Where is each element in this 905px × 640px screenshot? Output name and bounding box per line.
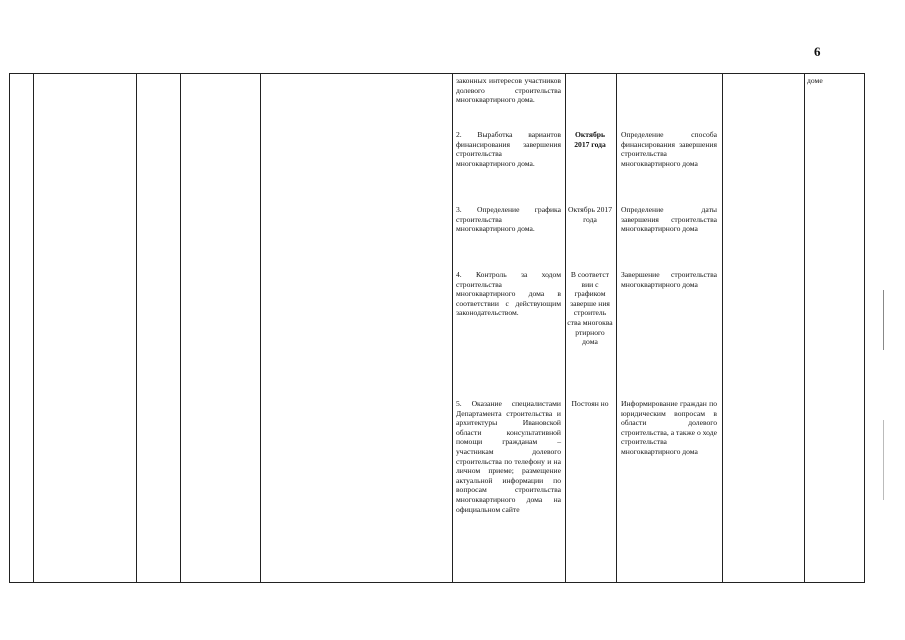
result-cell-2: Определение способа финансирования завершения строительства многоквартирного дома xyxy=(621,130,717,168)
column-divider xyxy=(565,73,566,583)
continuation-text: законных интересов участников долевого строительства многоквартирного дома. xyxy=(456,76,561,105)
result-cell-4: Завершение строительства многоквартирного дома xyxy=(621,270,717,289)
column-divider xyxy=(616,73,617,583)
term-cell-4: В соответст вии с графиком заверше ния строитель ства многоква ртирного дома xyxy=(567,270,613,347)
result-cell-3: Определение даты завершения строительства многоквартирного дома xyxy=(621,205,717,234)
last-column-text: доме xyxy=(807,76,823,85)
scan-mark xyxy=(883,290,884,350)
scan-mark xyxy=(883,420,884,500)
task-cell-3: 3. Определение графика строительства многоквартирного дома. xyxy=(456,205,561,234)
column-divider xyxy=(452,73,453,583)
column-divider xyxy=(33,73,34,583)
table-frame xyxy=(9,73,865,583)
page-number: 6 xyxy=(814,44,821,59)
task-cell-2: 2. Выработка вариантов финансирования завершения строительства многоквартирного дома. xyxy=(456,130,561,168)
column-divider xyxy=(804,73,805,583)
column-divider xyxy=(722,73,723,583)
column-divider xyxy=(136,73,137,583)
column-divider xyxy=(260,73,261,583)
column-divider xyxy=(180,73,181,583)
term-cell-5: Постоян но xyxy=(571,399,609,408)
task-cell-4: 4. Контроль за ходом строительства многоквартирного дома в соответствии с действующим законодательством. xyxy=(456,270,561,318)
term-cell-2: Октябрь 2017 года xyxy=(574,130,606,149)
task-cell-5: 5. Оказание специалистами Департамента строительства и архитектуры Ивановской области консультативной помощи гражданам – участникам долевого строительства по телефону и на личном приеме; размещение актуальной информации по вопросам строительства многоквартирного дома на официальном сайте xyxy=(456,399,561,514)
term-cell-3: Октябрь 2017 года xyxy=(568,205,612,224)
result-cell-5: Информирование граждан по юридическим вопросам в области долевого строительства, а также о ходе строительства многоквартирного дома xyxy=(621,399,717,456)
